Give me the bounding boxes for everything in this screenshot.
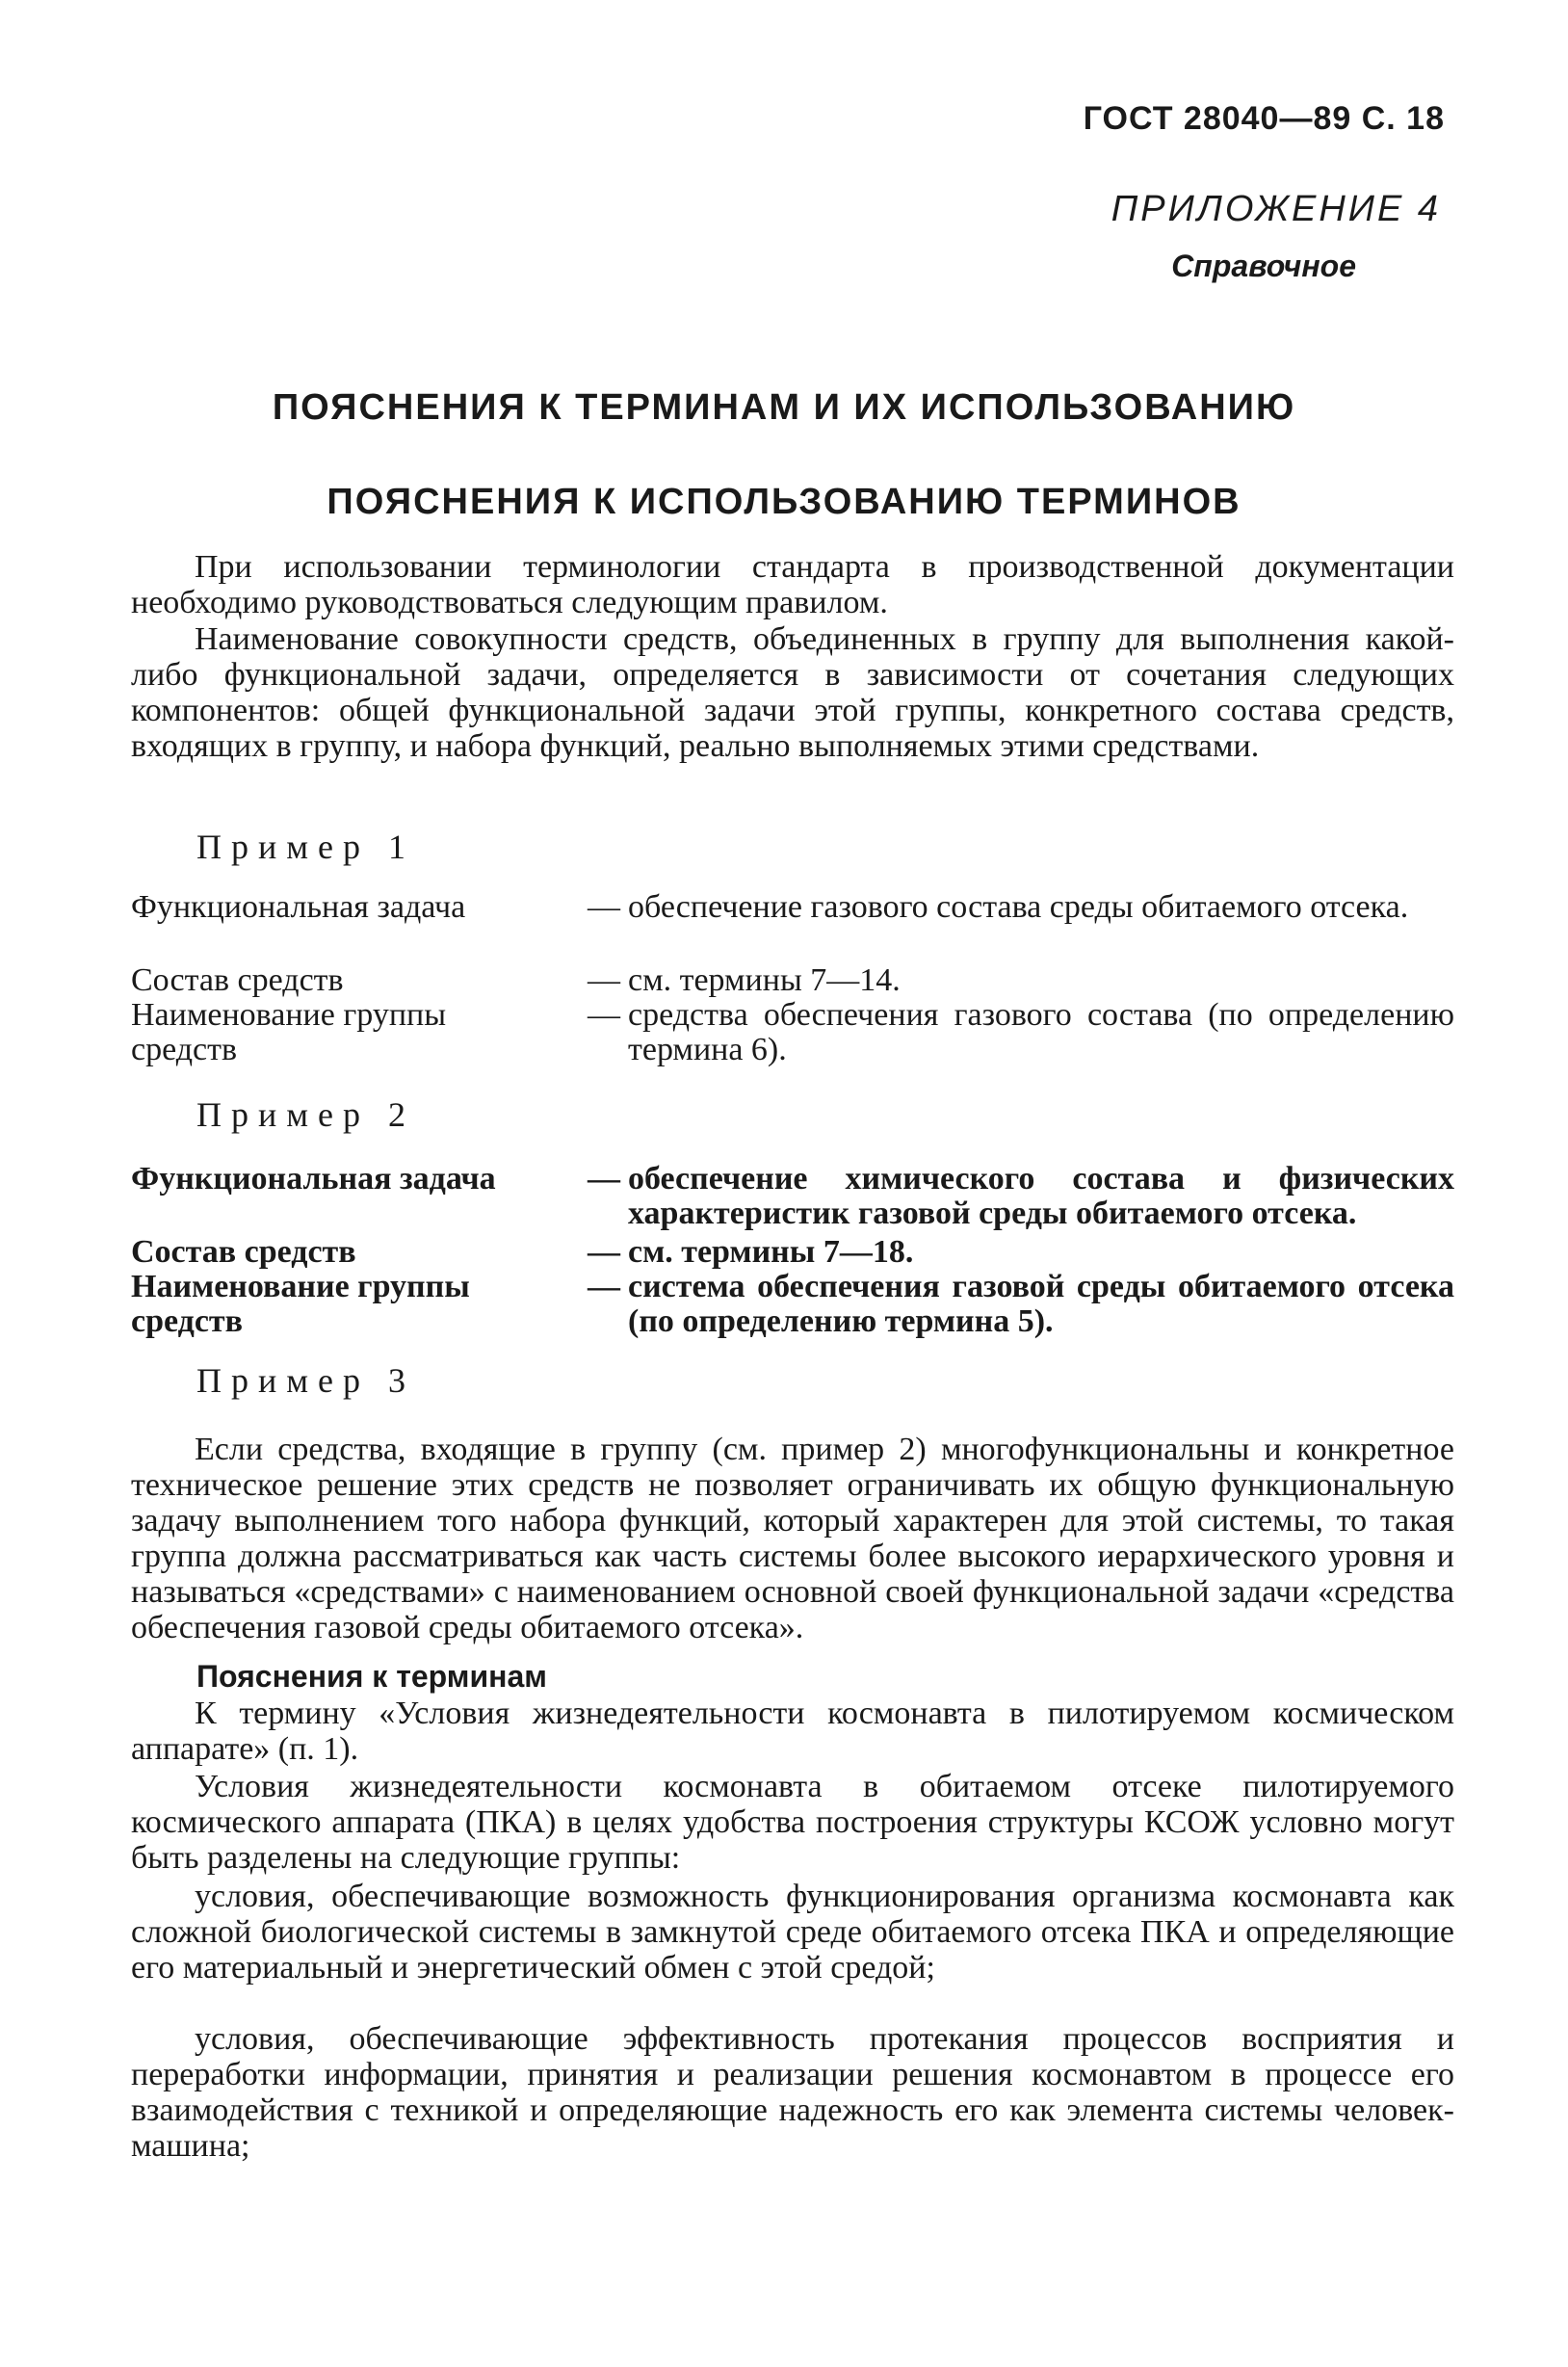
intro-paragraph-2: Наименование совокупности средств, объединенных в группу для выполнения какой-либо функциональной задачи, определяется в зависимости от сочетания следующих компонентов: общей функциональной задачи этой группы, конкретного состава средств, входящих в группу, и набора функций, реально выполняемых этими средствами. — [131, 621, 1454, 764]
example-3-text: Если средства, входящие в группу (см. пример 2) многофункциональны и конкретное техническое решение этих средств не позволяет ограничивать их общую функциональную задачу выполнением того набора функций, который характерен для этой системы, то такая группа должна рассматриваться как часть системы более высокого иерархического уровня и называться «средствами» с наименованием основной своей функциональной задачи «средства обеспечения газовой среды обитаемого отсека». — [131, 1432, 1454, 1645]
intro-paragraph-1: При использовании терминологии стандарта в производственной документации необходимо руководствоваться следующим правилом. — [131, 549, 1454, 620]
terms-paragraph-1: К термину «Условия жизнедеятельности космонавта в пилотируемом космическом аппарате» (п. 1). — [131, 1696, 1454, 1767]
example-value: средства обеспечения газового состава (по определению термина 6). — [628, 997, 1454, 1067]
example-dash: — — [588, 1161, 620, 1197]
section-title: ПОЯСНЕНИЯ К ИСПОЛЬЗОВАНИЮ ТЕРМИНОВ — [327, 482, 1241, 522]
example-dash: — — [588, 1234, 620, 1270]
example-dash: — — [588, 962, 620, 998]
example-term: Наименование группы средств — [131, 1269, 470, 1339]
example-value: обеспечение химического состава и физических характеристик газовой среды обитаемого отсека. — [628, 1161, 1454, 1231]
example-value: см. термины 7—14. — [628, 962, 901, 998]
doc-header: ГОСТ 28040—89 С. 18 — [1083, 100, 1445, 137]
example-dash: — — [588, 1269, 620, 1304]
example-term: Функциональная задача — [131, 889, 466, 925]
example-value: система обеспечения газовой среды обитаемого отсека (по определению термина 5). — [628, 1269, 1454, 1339]
terms-paragraph-4: условия, обеспечивающие эффективность протекания процессов восприятия и переработки информации, принятия и реализации решения космонавтом в процессе его взаимодействия с техникой и определяющие надежность его как элемента системы человек-машина; — [131, 2021, 1454, 2164]
terms-paragraph-3: условия, обеспечивающие возможность функционирования организма космонавта как сложной биологической системы в замкнутой среде обитаемого отсека ПКА и определяющие его материальный и энергетический обмен с этой средой; — [131, 1879, 1454, 1986]
example-term: Состав средств — [131, 962, 344, 998]
example-term: Функциональная задача — [131, 1161, 496, 1197]
reference-type: Справочное — [1171, 249, 1356, 283]
example-value: см. термины 7—18. — [628, 1234, 914, 1270]
example-dash: — — [588, 997, 620, 1033]
page-title: ПОЯСНЕНИЯ К ТЕРМИНАМ И ИХ ИСПОЛЬЗОВАНИЮ — [272, 387, 1296, 428]
example-1-label: Пример 1 — [196, 828, 416, 866]
terms-heading: Пояснения к терминам — [196, 1659, 547, 1694]
terms-paragraph-2: Условия жизнедеятельности космонавта в обитаемом отсеке пилотируемого космического аппарата (ПКА) в целях удобства построения структуры КСОЖ условно могут быть разделены на следующие группы: — [131, 1769, 1454, 1876]
example-3-label: Пример 3 — [196, 1361, 416, 1400]
example-term: Наименование группы средств — [131, 997, 447, 1067]
example-term: Состав средств — [131, 1234, 356, 1270]
example-2-label: Пример 2 — [196, 1095, 416, 1134]
example-value: обеспечение газового состава среды обитаемого отсека. — [628, 889, 1409, 925]
appendix-label: ПРИЛОЖЕНИЕ 4 — [1111, 189, 1441, 229]
example-dash: — — [588, 889, 620, 925]
